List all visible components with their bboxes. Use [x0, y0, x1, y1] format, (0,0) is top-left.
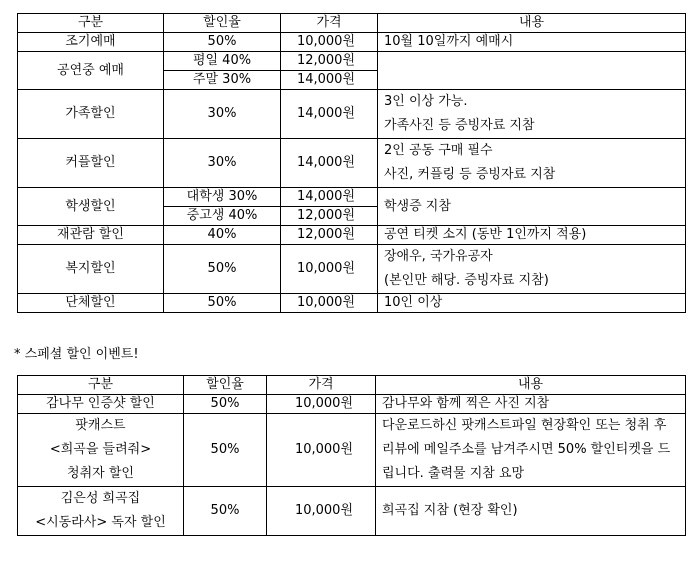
table-row [18, 188, 686, 207]
table-row [18, 395, 686, 414]
content-line: 장애우, 국가유공자 [384, 249, 493, 264]
special-discount-table [17, 375, 686, 536]
category-cell: 조기예매 [18, 33, 164, 52]
rate-cell: 50% [184, 395, 267, 414]
table-row [18, 414, 686, 487]
rate-cell: 대학생 30% [164, 188, 281, 207]
rate-cell: 주말 30% [164, 71, 281, 90]
content-line: 3인 이상 가능. [384, 94, 468, 109]
content-cell: 희곡집 지참 (현장 확인) [376, 487, 686, 536]
price-cell: 14,000원 [281, 90, 378, 139]
header-price: 가격 [267, 376, 376, 395]
table-row [18, 487, 686, 536]
content-cell: 학생증 지참 [378, 188, 686, 226]
table-row [18, 294, 686, 313]
price-cell: 10,000원 [281, 245, 378, 294]
content-line: 2인 공동 구매 필수 [384, 143, 493, 158]
category-line: <희곡을 들려줘> [49, 442, 152, 457]
content-cell [378, 139, 686, 188]
content-cell: 감나무와 함께 찍은 사진 지참 [376, 395, 686, 414]
content-cell: 10인 이상 [378, 294, 686, 313]
category-cell: 학생할인 [18, 188, 164, 226]
rate-cell: 50% [164, 294, 281, 313]
category-cell: 커플할인 [18, 139, 164, 188]
category-cell: 재관람 할인 [18, 226, 164, 245]
price-cell: 12,000원 [281, 226, 378, 245]
category-cell: 단체할인 [18, 294, 164, 313]
content-cell [378, 52, 686, 90]
header-content: 내용 [376, 376, 686, 395]
content-cell: 공연 티켓 소지 (동반 1인까지 적용) [378, 226, 686, 245]
category-cell [18, 487, 184, 536]
content-cell [378, 90, 686, 139]
rate-cell: 50% [164, 245, 281, 294]
price-cell: 12,000원 [281, 52, 378, 71]
category-line: 김은성 희곡집 [60, 491, 141, 506]
rate-cell: 50% [164, 33, 281, 52]
table-row [18, 90, 686, 139]
price-cell: 10,000원 [281, 294, 378, 313]
price-cell: 10,000원 [267, 395, 376, 414]
category-cell: 공연중 예매 [18, 52, 164, 90]
table-row [18, 52, 686, 71]
category-line: 팟캐스트 [75, 418, 126, 433]
content-cell [378, 245, 686, 294]
price-cell: 10,000원 [267, 487, 376, 536]
header-rate: 할인율 [184, 376, 267, 395]
content-line: 가족사진 등 증빙자료 지참 [384, 118, 535, 133]
price-cell: 14,000원 [281, 139, 378, 188]
table-row [18, 245, 686, 294]
category-cell [18, 414, 184, 487]
header-content: 내용 [378, 14, 686, 33]
category-cell: 감나무 인증샷 할인 [18, 395, 184, 414]
category-line: <시동라사> 독자 할인 [35, 515, 166, 530]
header-price: 가격 [281, 14, 378, 33]
table-row [18, 33, 686, 52]
rate-cell: 50% [184, 487, 267, 536]
table-header-row [18, 14, 686, 33]
table-header-row [18, 376, 686, 395]
price-cell: 12,000원 [281, 207, 378, 226]
special-event-note: * 스페셜 할인 이벤트! [14, 347, 139, 362]
table-row [18, 226, 686, 245]
category-cell: 복지할인 [18, 245, 164, 294]
content-cell: 10월 10일까지 예매시 [378, 33, 686, 52]
content-line: (본인만 해당. 증빙자료 지참) [384, 273, 549, 288]
rate-cell: 평일 40% [164, 52, 281, 71]
table-row [18, 139, 686, 188]
header-category: 구분 [18, 14, 164, 33]
discount-table [17, 13, 686, 313]
rate-cell: 중고생 40% [164, 207, 281, 226]
price-cell: 14,000원 [281, 188, 378, 207]
header-rate: 할인율 [164, 14, 281, 33]
rate-cell: 30% [164, 90, 281, 139]
price-cell: 10,000원 [267, 414, 376, 487]
price-cell: 14,000원 [281, 71, 378, 90]
content-cell: 다운로드하신 팟캐스트파일 현장확인 또는 청취 후 리뷰에 메일주소를 남겨주시면 50% 할인티켓을 드립니다. 출력물 지참 요망 [376, 414, 686, 487]
price-cell: 10,000원 [281, 33, 378, 52]
content-line: 사진, 커플링 등 증빙자료 지참 [384, 167, 556, 182]
category-cell: 가족할인 [18, 90, 164, 139]
rate-cell: 40% [164, 226, 281, 245]
header-category: 구분 [18, 376, 184, 395]
category-line: 청취자 할인 [67, 466, 134, 481]
rate-cell: 50% [184, 414, 267, 487]
rate-cell: 30% [164, 139, 281, 188]
